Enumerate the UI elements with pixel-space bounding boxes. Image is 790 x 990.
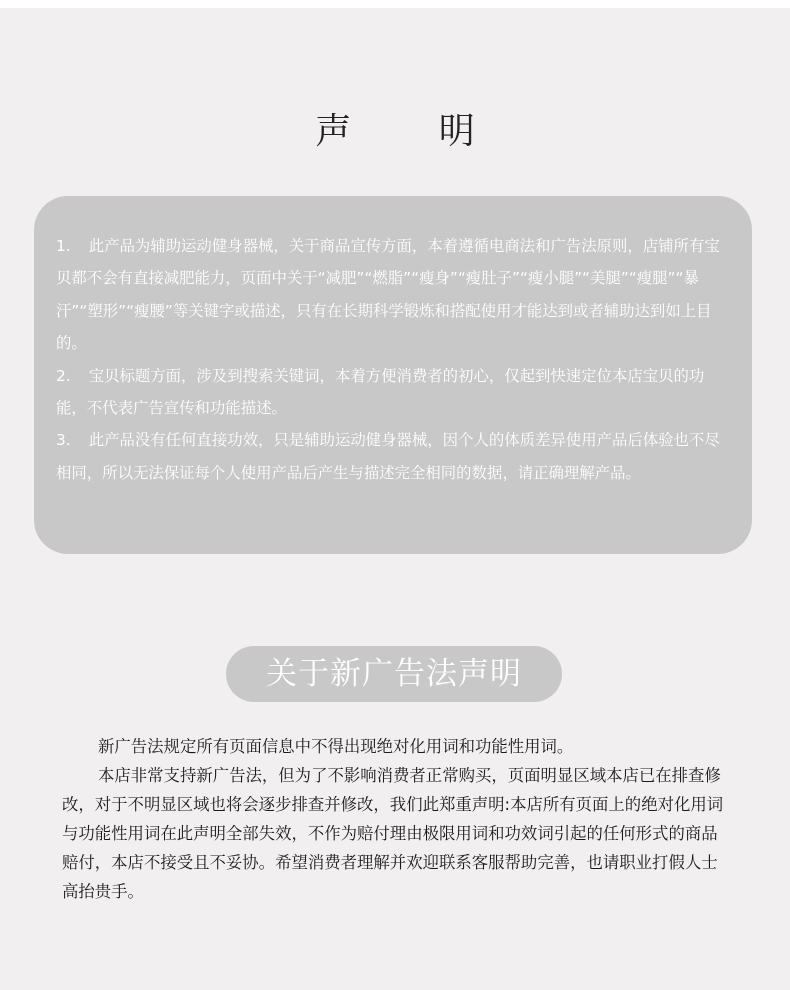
ad-law-paragraph-2: 本店非常支持新广告法，但为了不影响消费者正常购买，页面明显区域本店已在排查修改，对于不明显区域也将会逐步排查并修改，我们此郑重声明:本店所有页面上的绝对化用词与功能性用词在此声明全部失效，不作为赔付理由极限用词和功效词引起的任何形式的商品赔付，本店不接受且不妥协。希望消费者理解并欢迎联系客服帮助完善，也请职业打假人士高抬贵手。: [62, 766, 724, 901]
notice-item-text: 此产品没有任何直接功效，只是辅助运动健身器械，因个人的体质差异使用产品后体验也不尽相同，所以无法保证每个人使用产品后产生与描述完全相同的数据，请正确理解产品。: [56, 431, 720, 482]
notice-item-1: [56, 230, 732, 360]
page-title: 声 明: [315, 111, 513, 152]
ad-law-paragraph-1: 新广告法规定所有页面信息中不得出现绝对化用词和功能性用词。: [98, 737, 574, 756]
ad-law-heading: 关于新广告法声明: [226, 646, 562, 702]
notice-card: [34, 196, 752, 554]
ad-law-statement: [62, 732, 732, 906]
notice-item-3: [56, 424, 732, 489]
notice-item-text: 宝贝标题方面，涉及到搜索关键词，本着方便消费者的初心，仅起到快速定位本店宝贝的功能，不代表广告宣传和功能描述。: [56, 366, 705, 418]
notice-item-number: 2.: [56, 366, 71, 385]
notice-item-2: [56, 360, 732, 425]
notice-item-number: 3.: [56, 431, 71, 450]
top-strip: [0, 0, 790, 8]
notice-item-number: 1.: [56, 237, 71, 255]
notice-item-text: 此产品为辅助运动健身器械，关于商品宣传方面，本着遵循电商法和广告法原则，店铺所有宝贝都不会有直接减肥能力，页面中关于“减肥”“燃脂”“瘦身”“瘦肚子”“瘦小腿”“美腿”“瘦腿”“暴汗”“塑形”“瘦腰”等关键字或描述，只有在长期科学锻炼和搭配使用才能达到或者辅助达到如上目的。: [56, 237, 720, 353]
